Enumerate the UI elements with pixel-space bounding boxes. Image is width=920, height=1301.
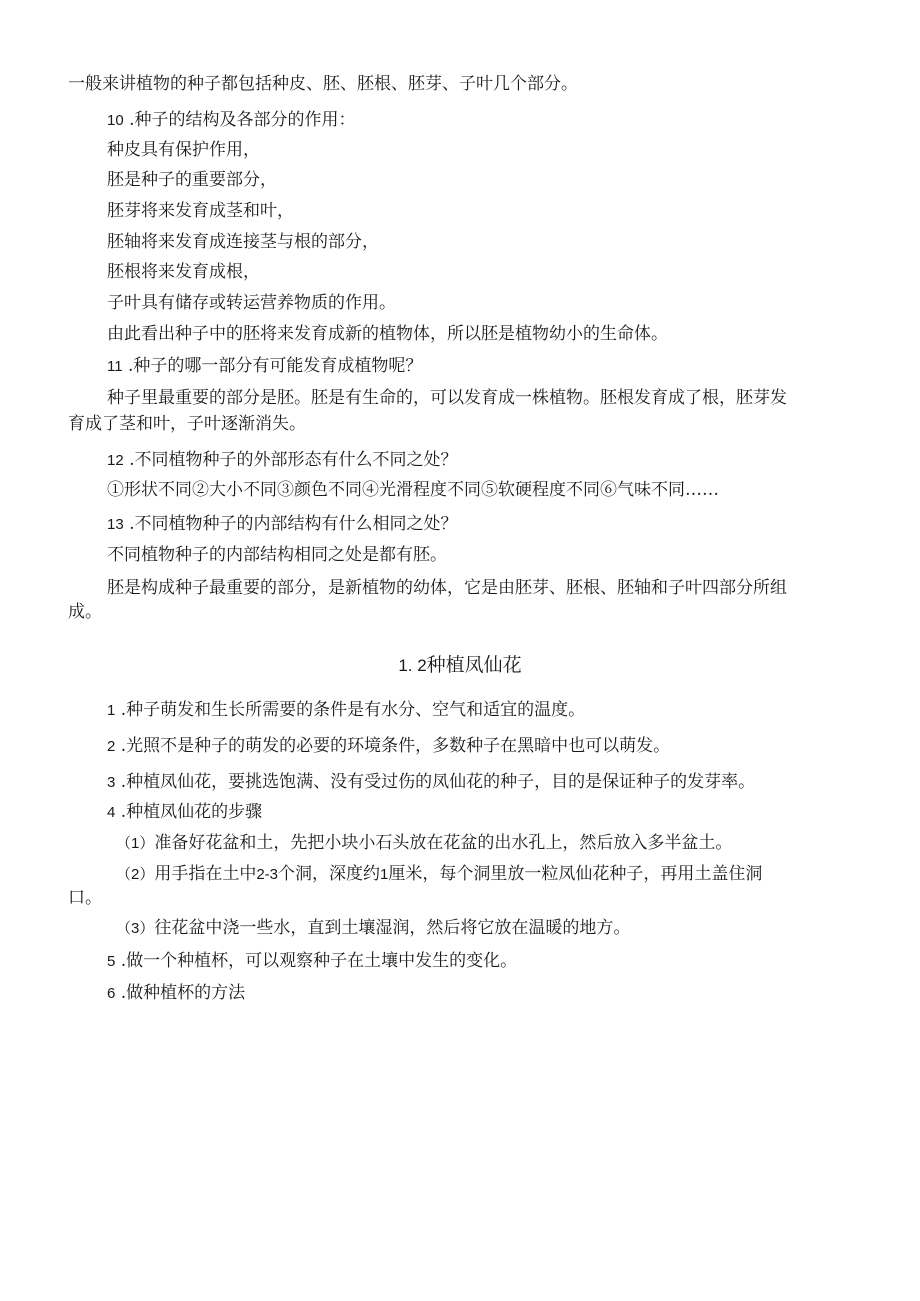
question-number: 11 <box>107 358 123 375</box>
step-text-pre: 用手指在土中 <box>154 864 257 884</box>
list-item-4 <box>107 802 262 823</box>
step-number-range: 2-3 <box>256 866 279 883</box>
item-number: 5 <box>107 953 116 970</box>
question-number: 10 <box>107 112 124 129</box>
answer-line: 种子里最重要的部分是胚。胚是有生命的，可以发育成一株植物。胚根发育成了根，胚芽发 <box>107 388 787 408</box>
step-3 <box>116 918 630 939</box>
question-10 <box>107 110 356 131</box>
step-2-continuation: 口。 <box>68 888 102 908</box>
item-text: .做一个种植杯，可以观察种子在土壤中发生的变化。 <box>120 951 518 971</box>
answer-line: ①形状不同②大小不同③颜色不同④光滑程度不同⑤软硬程度不同⑥气味不同…… <box>107 480 719 500</box>
question-text: .不同植物种子的内部结构有什么相同之处？ <box>129 514 458 534</box>
item-text: .种植凤仙花的步骤 <box>120 802 263 822</box>
list-item-1 <box>107 700 585 721</box>
answer-line: 不同植物种子的内部结构相同之处是都有胚。 <box>107 545 447 565</box>
step-number: （3） <box>116 920 155 937</box>
step-text: 往花盆中浇一些水，直到土壤湿润，然后将它放在温暖的地方。 <box>154 918 631 938</box>
question-number: 13 <box>107 516 124 533</box>
answer-line: 成。 <box>68 602 102 622</box>
list-item-2 <box>107 736 670 757</box>
section-title: 种植凤仙花 <box>426 654 522 676</box>
item-number: 6 <box>107 985 116 1002</box>
step-2 <box>116 864 762 885</box>
question-text: .不同植物种子的外部形态有什么不同之处？ <box>129 450 458 470</box>
answer-line: 子叶具有储存或转运营养物质的作用。 <box>107 293 396 313</box>
item-number: 1 <box>107 702 116 719</box>
question-text: .种子的哪一部分有可能发育成植物呢？ <box>127 356 423 376</box>
item-text: .种子萌发和生长所需要的条件是有水分、空气和适宜的温度。 <box>120 700 586 720</box>
item-number: 4 <box>107 804 116 821</box>
answer-line: 由此看出种子中的胚将来发育成新的植物体，所以胚是植物幼小的生命体。 <box>107 324 668 344</box>
item-text: .光照不是种子的萌发的必要的环境条件，多数种子在黑暗中也可以萌发。 <box>120 736 671 756</box>
item-number: 3 <box>107 774 116 791</box>
answer-line: 育成了茎和叶，子叶逐渐消失。 <box>68 414 306 434</box>
item-text: .做种植杯的方法 <box>120 983 246 1003</box>
step-number: （2） <box>116 866 155 883</box>
answer-line: 胚是种子的重要部分， <box>107 170 277 190</box>
question-text: .种子的结构及各部分的作用： <box>129 110 356 130</box>
question-number: 12 <box>107 452 124 469</box>
question-11 <box>107 356 422 377</box>
item-number: 2 <box>107 738 116 755</box>
answer-line: 胚根将来发育成根， <box>107 262 260 282</box>
question-12 <box>107 450 458 471</box>
step-text-post: 厘米，每个洞里放一粒凤仙花种子，再用土盖住洞 <box>388 864 763 884</box>
answer-line: 胚轴将来发育成连接茎与根的部分， <box>107 232 379 252</box>
item-text: .种植凤仙花，要挑选饱满、没有受过伤的凤仙花的种子，目的是保证种子的发芽率。 <box>120 772 756 792</box>
section-heading <box>0 650 920 677</box>
step-text-mid: 个洞，深度约 <box>278 864 381 884</box>
question-13 <box>107 514 458 535</box>
list-item-5 <box>107 951 517 972</box>
intro-paragraph: 一般来讲植物的种子都包括种皮、胚、胚根、胚芽、子叶几个部分。 <box>68 74 578 94</box>
answer-line: 胚是构成种子最重要的部分，是新植物的幼体，它是由胚芽、胚根、胚轴和子叶四部分所组 <box>107 578 787 598</box>
step-number: （1） <box>116 835 155 852</box>
answer-line: 胚芽将来发育成茎和叶， <box>107 201 294 221</box>
list-item-6 <box>107 983 245 1004</box>
answer-line: 种皮具有保护作用， <box>107 140 260 160</box>
step-depth-value: 1 <box>380 866 389 883</box>
list-item-3 <box>107 772 755 793</box>
step-1 <box>116 833 732 854</box>
section-number: 1. 2 <box>398 656 427 675</box>
step-text: 准备好花盆和土，先把小块小石头放在花盆的出水孔上，然后放入多半盆土。 <box>154 833 733 853</box>
